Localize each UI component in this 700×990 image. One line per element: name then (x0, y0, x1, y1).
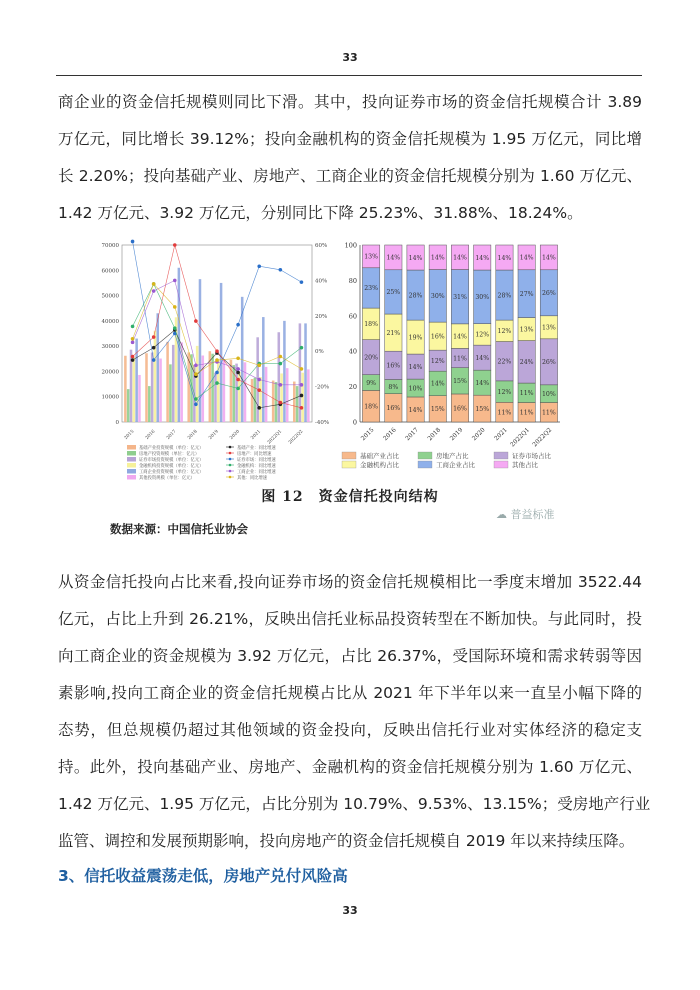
y-tick-label: 20 (348, 383, 357, 392)
y-tick-label: 70000 (101, 243, 119, 249)
growth-point (236, 356, 240, 360)
data-label: 11% (497, 409, 512, 417)
data-label: 8% (388, 383, 399, 391)
text-line: 监管、调控和发展预期影响，投向房地产的资金信托规模自 2019 年以来持续压降。 (58, 832, 635, 850)
text-line: 亿元，占比上升到 26.21%，反映出信托业标品投资转型在不断加快。与此同时，投 (58, 610, 642, 628)
growth-point (173, 279, 177, 283)
data-label: 18% (364, 321, 378, 329)
legend-label: 基础产业占比 (360, 452, 399, 460)
legend-marker (229, 464, 232, 467)
growth-point (215, 381, 219, 385)
growth-point (257, 364, 261, 368)
data-label: 12% (430, 357, 445, 365)
scale-chart (80, 235, 330, 495)
growth-point (131, 358, 135, 362)
growth-point (257, 264, 261, 268)
y-tick-label: 40 (348, 347, 357, 356)
data-label: 14% (475, 354, 490, 362)
text-line: 1.42 万亿元、1.95 万亿元，占比分别为 10.79%、9.53%、13.15%；受房地产行业 (58, 795, 651, 813)
header-divider (56, 75, 642, 76)
growth-point (236, 323, 240, 327)
x-tick-label: 2021 (493, 426, 509, 443)
data-label: 14% (453, 254, 467, 262)
x-tick-label: 2018 (187, 429, 199, 441)
growth-point (194, 372, 198, 376)
data-label: 19% (408, 334, 423, 342)
data-label: 11% (453, 355, 467, 363)
bar (259, 377, 262, 422)
growth-point (279, 383, 283, 387)
bar (151, 352, 154, 422)
data-label: 14% (475, 379, 490, 387)
bar (172, 345, 175, 422)
y-tick-label: 60 (348, 312, 357, 321)
data-label: 13% (364, 253, 378, 261)
legend-label: 其他：同比增速 (237, 476, 268, 481)
legend-label: 房地产占比 (436, 452, 469, 460)
data-label: 13% (542, 324, 556, 332)
y-tick-label: 10000 (101, 394, 119, 401)
bar (156, 313, 159, 422)
data-label: 14% (408, 406, 423, 414)
y-tick-label: 20000 (101, 369, 119, 376)
bar (304, 323, 307, 422)
x-tick-label: 2022Q2 (287, 429, 305, 446)
data-label: 30% (475, 294, 490, 302)
bar (223, 359, 226, 422)
y2-tick-label: 0% (315, 349, 324, 356)
growth-point (300, 346, 304, 350)
text-line: 素影响,投向工商企业的资金信托规模占比从 2021 年下半年以来一直呈小幅下降的 (58, 684, 642, 702)
bar (272, 381, 275, 422)
data-label: 16% (386, 362, 401, 370)
data-label: 26% (542, 290, 556, 298)
data-label: 14% (542, 254, 556, 262)
growth-point (131, 355, 135, 359)
x-tick-label: 2015 (359, 426, 376, 443)
y-tick-label: 30000 (101, 344, 119, 351)
bar (199, 279, 202, 422)
growth-point (300, 383, 304, 387)
watermark (496, 506, 555, 522)
legend-label: 其他投资规模（单位：亿元） (139, 476, 195, 481)
bar (275, 382, 278, 422)
growth-point (152, 282, 156, 286)
y-tick-label: 0 (352, 418, 357, 427)
y2-tick-label: -40% (315, 420, 330, 426)
data-label: 14% (519, 254, 534, 262)
data-label: 28% (408, 292, 423, 300)
bar (154, 331, 157, 422)
legend-label: 金融机构占比 (360, 461, 399, 469)
growth-point (194, 364, 198, 368)
bar (166, 342, 169, 422)
bar (301, 373, 304, 422)
legend-swatch (342, 461, 356, 468)
legend-label: 工商企业投资规模（单位：亿元） (139, 470, 204, 475)
legend-label: 证券市场占比 (512, 452, 551, 460)
bar (159, 359, 162, 422)
bar (133, 357, 136, 422)
y2-tick-label: 20% (315, 313, 328, 320)
x-tick-label: 2016 (144, 429, 157, 441)
growth-point (215, 371, 219, 375)
data-label: 12% (497, 328, 512, 336)
paragraph-1 (58, 84, 642, 232)
growth-point (300, 406, 304, 410)
y-tick-label: 80 (348, 276, 357, 285)
data-label: 14% (386, 254, 401, 262)
x-tick-label: 2015 (123, 429, 136, 441)
section-heading: 3、信托收益震荡走低，房地产兑付风险高 (58, 867, 348, 885)
data-label: 9% (366, 379, 377, 387)
growth-point (236, 371, 240, 375)
data-label: 16% (430, 333, 445, 341)
growth-point (173, 243, 177, 247)
bar (220, 283, 223, 422)
data-label: 10% (542, 390, 556, 398)
data-label: 26% (542, 359, 556, 367)
legend-marker (229, 476, 232, 479)
legend-label: 其他占比 (512, 461, 538, 469)
growth-point (173, 305, 177, 309)
bar (127, 389, 130, 422)
growth-point (236, 367, 240, 371)
legend-swatch (494, 452, 508, 459)
growth-point (152, 335, 156, 339)
data-label: 15% (475, 405, 490, 413)
growth-point (131, 341, 135, 345)
legend-swatch (418, 452, 432, 459)
data-label: 20% (364, 354, 378, 362)
data-label: 14% (497, 254, 512, 262)
legend-label: 房地产投资规模（单位：亿元） (139, 452, 200, 457)
bar (307, 369, 310, 422)
legend-label: 金融机构投资规模（单位：亿元） (139, 464, 204, 469)
legend-label: 金融机构：同比增速 (237, 464, 276, 469)
bar (251, 379, 254, 422)
bar (211, 354, 214, 422)
legend-marker (229, 470, 232, 473)
growth-point (215, 349, 219, 353)
legend-swatch (418, 461, 432, 468)
data-label: 14% (430, 254, 445, 262)
text-line: 持。此外，投向基础产业、房地产、金融机构的资金信托规模分别为 1.60 万亿元、 (58, 758, 642, 776)
x-tick-label: 2017 (404, 426, 420, 443)
growth-point (257, 388, 261, 392)
data-label: 13% (519, 326, 534, 334)
bar (217, 359, 220, 422)
growth-point (194, 319, 198, 323)
bar (138, 375, 141, 422)
legend-swatch (127, 475, 136, 480)
x-tick-label: 2020 (229, 429, 241, 441)
legend-label: 基础产业：同比增速 (237, 446, 276, 451)
growth-point (279, 401, 283, 405)
text-line: 1.42 万亿元、3.92 万亿元，分别同比下降 25.23%、31.88%、18.24%。 (58, 204, 583, 222)
data-label: 21% (386, 329, 401, 337)
figure-source: 数据来源：中国信托业协会 (110, 522, 248, 536)
data-label: 22% (497, 358, 512, 366)
figure-caption: 图 12 资金信托投向结构 (261, 489, 439, 505)
bar (286, 368, 289, 422)
y-tick-label: 40000 (101, 318, 119, 325)
legend-swatch (127, 445, 136, 450)
x-tick-label: 2022Q1 (266, 429, 284, 446)
data-label: 23% (364, 285, 378, 293)
bar (169, 364, 172, 422)
bar (196, 346, 199, 422)
data-label: 24% (519, 359, 534, 367)
y-tick-label: 60000 (101, 268, 119, 275)
legend-swatch (127, 469, 136, 474)
text-line: 商企业的资金信托规模则同比下滑。其中，投向证券市场的资金信托规模合计 3.89 (58, 93, 642, 111)
growth-point (131, 240, 135, 244)
legend-label: 房地产：同比增速 (237, 452, 272, 457)
data-label: 14% (475, 254, 490, 262)
data-label: 12% (475, 331, 490, 339)
x-tick-label: 2018 (426, 426, 443, 443)
data-label: 11% (519, 409, 534, 417)
x-tick-label: 2019 (448, 426, 465, 443)
y-tick-label: 0 (115, 420, 119, 426)
growth-point (300, 280, 304, 284)
legend-swatch (127, 451, 136, 456)
legend-label: 工商企业占比 (436, 461, 475, 469)
bar (262, 317, 265, 422)
page-number-bottom: 33 (342, 904, 358, 917)
growth-point (152, 289, 156, 293)
watermark-logo-icon: ☁ (496, 508, 511, 521)
legend-label: 证券市场：同比增速 (237, 458, 276, 463)
data-label: 10% (408, 385, 423, 393)
growth-point (152, 358, 156, 362)
legend-label: 基础产业投资规模（单位：亿元） (139, 446, 204, 451)
paragraph-2 (58, 564, 651, 860)
bar (296, 386, 299, 422)
data-label: 18% (364, 403, 378, 411)
data-label: 11% (519, 390, 534, 398)
data-label: 12% (497, 388, 512, 396)
data-label: 14% (453, 333, 467, 341)
growth-point (279, 268, 283, 272)
growth-point (300, 394, 304, 398)
y2-tick-label: 60% (315, 243, 328, 249)
text-line: 万亿元，同比增长 39.12%；投向金融机构的资金信托规模为 1.95 万亿元，同比增 (58, 130, 642, 148)
legend-swatch (494, 461, 508, 468)
legend-swatch (342, 452, 356, 459)
legend-marker (229, 458, 232, 461)
text-line: 长 2.20%；投向基础产业、房地产、工商企业的资金信托规模分别为 1.60 万亿元、 (58, 167, 642, 185)
growth-point (257, 406, 261, 410)
bar (124, 356, 127, 422)
bar (283, 321, 286, 422)
x-tick-label: 2022Q1 (509, 426, 532, 449)
bar (214, 373, 217, 422)
data-label: 30% (430, 293, 445, 301)
bar (278, 332, 281, 422)
data-label: 14% (408, 363, 423, 371)
legend-label: 工商企业：同比增速 (237, 470, 276, 475)
growth-point (300, 367, 304, 371)
growth-point (173, 326, 177, 330)
x-tick-label: 2016 (381, 426, 398, 443)
bar (148, 386, 151, 422)
legend-marker (229, 452, 232, 455)
text-line: 从资金信托投向占比来看,投向证券市场的资金信托规模相比一季度末增加 3522.44 (58, 573, 642, 591)
data-label: 11% (542, 409, 556, 417)
y2-tick-label: -20% (315, 384, 330, 391)
bar (254, 378, 257, 422)
data-label: 14% (408, 254, 423, 262)
growth-point (236, 387, 240, 391)
legend-marker (229, 446, 232, 449)
y-tick-label: 100 (344, 241, 357, 250)
text-line: 向工商企业的资金规模为 3.92 万亿元，占比 26.37%，受国际环境和需求转弱等因 (58, 647, 642, 665)
x-tick-label: 2021 (250, 429, 263, 441)
legend-label: 证券市场投资规模（单位：亿元） (139, 458, 204, 463)
data-label: 15% (430, 406, 445, 414)
data-label: 28% (497, 292, 512, 300)
x-tick-label: 2019 (208, 429, 220, 441)
text-line: 态势，但总规模仍超过其他领域的资金投向，反映出信托行业对实体经济的稳定支 (58, 721, 642, 739)
growth-point (131, 337, 135, 341)
growth-point (194, 403, 198, 407)
growth-point (194, 397, 198, 401)
data-label: 14% (430, 380, 445, 388)
bar (145, 353, 148, 422)
data-label: 25% (386, 289, 401, 297)
growth-point (279, 355, 283, 359)
growth-point (215, 358, 219, 362)
growth-point (257, 378, 261, 382)
x-tick-label: 2020 (470, 426, 487, 443)
share-chart (330, 235, 590, 485)
bar (280, 373, 283, 422)
bar (293, 382, 296, 422)
x-tick-label: 2022Q2 (531, 426, 554, 449)
x-tick-label: 2017 (165, 429, 178, 441)
y-tick-label: 50000 (101, 293, 119, 300)
watermark-text: 普益标准 (510, 508, 555, 521)
growth-point (131, 325, 135, 329)
bar (202, 355, 205, 422)
data-label: 16% (386, 405, 401, 413)
growth-point (279, 362, 283, 366)
page-number-top: 33 (342, 51, 358, 64)
data-label: 15% (453, 378, 467, 386)
legend-swatch (127, 457, 136, 462)
growth-point (236, 378, 240, 382)
data-label: 27% (519, 290, 534, 298)
growth-point (152, 346, 156, 350)
data-label: 31% (453, 293, 467, 301)
bar (244, 362, 247, 422)
bar (135, 339, 138, 422)
y2-tick-label: 40% (315, 278, 328, 285)
legend-swatch (127, 463, 136, 468)
data-label: 16% (453, 405, 467, 413)
